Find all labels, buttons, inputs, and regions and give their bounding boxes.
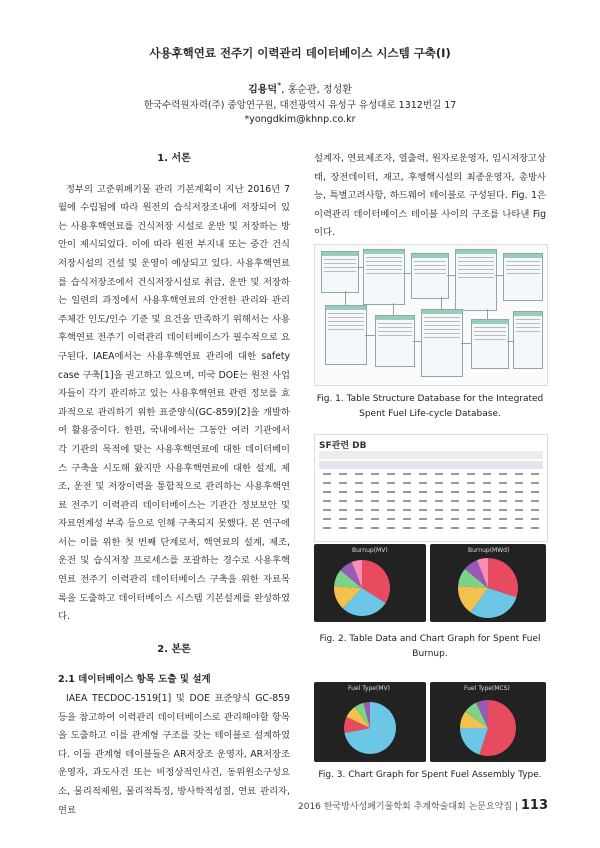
table-cell-mark (323, 491, 331, 493)
table-cell-mark (435, 482, 443, 484)
left-column (58, 150, 290, 820)
table-cell-mark (355, 500, 363, 502)
table-cell-mark (515, 518, 523, 520)
table-cell-mark (339, 509, 347, 511)
table-cell-mark (483, 518, 491, 520)
schema-table (503, 253, 543, 301)
table-cell-mark (499, 500, 507, 502)
table-cell-mark (339, 491, 347, 493)
table-cell-mark (419, 527, 427, 529)
table-cell-mark (323, 500, 331, 502)
table-cell-mark (531, 482, 539, 484)
fuel-type-chart-panel-2: Fuel Type(MCS) (430, 682, 546, 762)
schema-table (455, 249, 497, 311)
page-footer (298, 798, 548, 813)
table-cell-mark (371, 527, 379, 529)
corresponding-mark: * (277, 80, 282, 90)
table-cell-mark (355, 509, 363, 511)
co-authors: , 홍순관, 정성환 (281, 84, 352, 96)
schema-table (375, 315, 415, 367)
table-cell-mark (451, 509, 459, 511)
table-cell-mark (371, 482, 379, 484)
table-cell-mark (467, 482, 475, 484)
table-cell-mark (339, 500, 347, 502)
email[interactable]: *yongdkim@khnp.co.kr (244, 114, 356, 125)
table-cell-mark (339, 473, 347, 475)
table-cell-mark (515, 473, 523, 475)
table-cell-mark (435, 500, 443, 502)
footer-separator: | (514, 802, 518, 812)
table-cell-mark (387, 500, 395, 502)
table-cell-mark (323, 527, 331, 529)
table-cell-mark (451, 500, 459, 502)
table-cell-mark (467, 491, 475, 493)
table-cell-mark (499, 482, 507, 484)
table-cell-mark (371, 518, 379, 520)
table-cell-mark (355, 482, 363, 484)
table-cell-mark (531, 473, 539, 475)
schema-table (411, 253, 449, 299)
fuel-type-chart-panel-1: Fuel Type(MV) (314, 682, 426, 762)
table-cell-mark (499, 473, 507, 475)
table-cell-mark (483, 482, 491, 484)
table-cell-mark (339, 518, 347, 520)
table-cell-mark (531, 491, 539, 493)
table-cell-mark (435, 491, 443, 493)
pie-chart (314, 544, 426, 622)
table-cell-mark (339, 482, 347, 484)
table-cell-mark (515, 527, 523, 529)
db-label: SF관련 DB (319, 441, 367, 451)
table-cell-mark (419, 518, 427, 520)
table-cell-mark (419, 482, 427, 484)
page-number: 113 (520, 798, 548, 813)
figure-3-caption: Fig. 3. Chart Graph for Spent Fuel Assembly Type. (318, 770, 542, 780)
table-cell-mark (451, 482, 459, 484)
table-cell-mark (403, 473, 411, 475)
table-cell-mark (515, 509, 523, 511)
table-cell-mark (451, 473, 459, 475)
schema-table (325, 305, 367, 365)
schema-table (513, 311, 543, 369)
table-cell-mark (515, 482, 523, 484)
table-cell-mark (387, 509, 395, 511)
table-cell-mark (467, 527, 475, 529)
table-cell-mark (419, 491, 427, 493)
figure-1-caption: Fig. 1. Table Structure Database for the Integrated Spent Fuel Life-cycle Database. (316, 394, 544, 419)
table-cell-mark (371, 509, 379, 511)
lead-author: 김용덕 (248, 84, 278, 96)
table-cell-mark (355, 473, 363, 475)
table-cell-mark (499, 518, 507, 520)
pie-chart (430, 544, 546, 622)
table-cell-mark (371, 500, 379, 502)
table-cell-mark (323, 482, 331, 484)
table-cell-mark (419, 473, 427, 475)
intro-paragraph: 정부의 고준위폐기물 관리 기본계획이 지난 2016년 7월에 수립됨에 따라 원전의 습식저장조내에 저장되어 있는 사용후핵연료를 건식저장 시설로 운반 및 저장하는 방안이 제시되었다. 이에 따라 원전 부지내 또는 중간 건식저장시설의 건설 및 운영이 예상되고 있다. 사용후핵연료를 습식저장조에서 건식저장시설로 취급, 운반 및 저장하는 일련의 과정에서 사용후핵연료의 안전한 관리와 관리주체간 인도/인수 기준 및 요건을 만족하기 위해서는 사용후핵연료 전주기 이력관리 데이터베이스가 필수적으로 요구된다. IAEA에서는 사용후핵연료 관리에 대한 safety case 구축[1]을 권고하고 있으며, 미국 DOE는 원전 사업자들이 각기 관리하고 있는 사용후핵연료 관련 정보를 효과적으로 관리하기 위한 표준양식(GC-859)[2]을 개발하여 활용중이다. 한편, 국내에서는 그동안 여러 기관에서 각 기관의 목적에 맞는 사용후핵연료에 대한 데이터베이스 구축을 시도해 왔지만 사용후핵연료에 대한 설계, 제조, 운전 및 저장이력을 통합적으로 관리하는 사용후핵연료 전주기 이력관리 데이터베이스는 기관간 정보보안 및 자료연계성 부족 등으로 인해 구축되지 못했다. 본 연구에서는 이를 위한 첫 번째 단계로서, 핵연료의 설계, 제조, 운전 및 습식저장 프로세스를 포괄하는 경수로 사용후핵연료 전주기 이력관리 데이터베이스 구축을 위한 자료목록을 도출하고 데이터베이스 시스템 기본설계를 완성하였다. (58, 183, 290, 623)
authors-line (0, 80, 600, 95)
section-heading-body: 2. 본론 (157, 643, 191, 655)
table-cell-mark (483, 473, 491, 475)
figure-2-caption: Fig. 2. Table Data and Chart Graph for Spent Fuel Burnup. (319, 634, 541, 659)
table-cell-mark (323, 509, 331, 511)
table-cell-mark (387, 473, 395, 475)
right-paragraph: 설계자, 연료제조자, 열출력, 원자로운영자, 임시저장고상태, 장전데이터, 재고, 후행핵시설의 최종운영자, 총방사능, 특별고려사항, 하드웨어 테이블로 구성된다. Fig. 1은 이력관리 데이터베이스 테이블 사이의 구조를 나타낸 Fig이다. (314, 153, 546, 239)
right-column (314, 150, 546, 243)
table-cell-mark (483, 527, 491, 529)
table-cell-mark (467, 518, 475, 520)
table-cell-mark (499, 527, 507, 529)
table-cell-mark (403, 491, 411, 493)
table-cell-mark (387, 518, 395, 520)
table-cell-mark (499, 509, 507, 511)
table-cell-mark (403, 509, 411, 511)
table-cell-mark (403, 500, 411, 502)
figure-1-schema (314, 244, 548, 386)
table-cell-mark (435, 509, 443, 511)
table-cell-mark (531, 500, 539, 502)
table-cell-mark (403, 482, 411, 484)
table-cell-mark (435, 527, 443, 529)
table-cell-mark (403, 518, 411, 520)
table-cell-mark (371, 491, 379, 493)
pie-chart (430, 682, 546, 762)
table-cell-mark (531, 527, 539, 529)
burnup-chart-panel-2: Burnup(MWd) (430, 544, 546, 622)
table-cell-mark (371, 473, 379, 475)
footer-text: 2016 한국방사성폐기물학회 추계학술대회 논문요약집 (298, 802, 513, 812)
schema-table (421, 309, 463, 377)
table-cell-mark (483, 500, 491, 502)
schema-table (321, 251, 359, 293)
schema-table (471, 319, 509, 369)
table-cell-mark (515, 491, 523, 493)
table-cell-mark (339, 527, 347, 529)
table-cell-mark (531, 518, 539, 520)
subsection-heading: 2.1 데이터베이스 항목 도출 및 설계 (58, 674, 211, 686)
table-cell-mark (499, 491, 507, 493)
body-paragraph: IAEA TECDOC-1519[1] 및 DOE 표준양식 GC-859 등을 참고하여 이력관리 데이터베이스로 관리해야할 항목을 도출하고 이를 관계형 구조를 갖는 테이블로 설계하였다. 이들 관계형 테이블들은 AR저장조 운영자, AR저장조 운영자, 과도사건 또는 비정상적인사건, 동위원소구성요소, 물리적제원, 물리적특징, 방사학적성질, 연료 관리자, 연료 (58, 693, 290, 816)
table-cell-mark (419, 500, 427, 502)
table-cell-mark (483, 491, 491, 493)
affiliation: 한국수력원자력(주) 중앙연구원, 대전광역시 유성구 유성대로 1312번길 17 (143, 100, 457, 111)
table-cell-mark (403, 527, 411, 529)
table-cell-mark (387, 482, 395, 484)
table-cell-mark (451, 518, 459, 520)
paper-title: 사용후핵연료 전주기 이력관리 데이터베이스 시스템 구축(I) (149, 46, 451, 60)
table-cell-mark (467, 473, 475, 475)
table-cell-mark (483, 509, 491, 511)
figure-2-table (314, 434, 548, 542)
table-cell-mark (467, 509, 475, 511)
section-heading-intro: 1. 서론 (157, 153, 191, 164)
table-cell-mark (531, 509, 539, 511)
table-cell-mark (419, 509, 427, 511)
table-cell-mark (467, 500, 475, 502)
table-cell-mark (387, 491, 395, 493)
table-cell-mark (323, 518, 331, 520)
schema-table (363, 249, 405, 305)
table-cell-mark (387, 527, 395, 529)
table-cell-mark (355, 527, 363, 529)
table-cell-mark (451, 527, 459, 529)
table-cell-mark (355, 491, 363, 493)
table-cell-mark (451, 491, 459, 493)
table-cell-mark (435, 473, 443, 475)
table-cell-mark (435, 518, 443, 520)
table-cell-mark (515, 500, 523, 502)
table-cell-mark (323, 473, 331, 475)
pie-chart (314, 682, 426, 762)
burnup-chart-panel-1: Burnup(MV) (314, 544, 426, 622)
table-cell-mark (355, 518, 363, 520)
